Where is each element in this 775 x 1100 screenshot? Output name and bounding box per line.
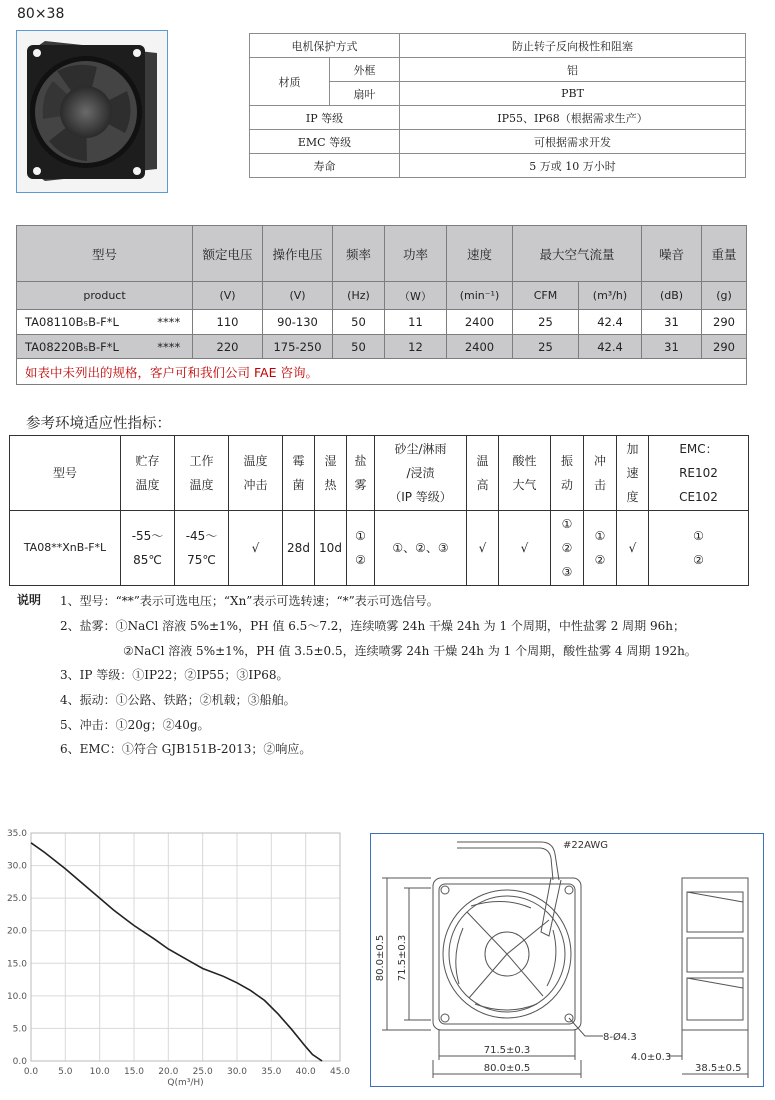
- row-weight: 290: [702, 310, 747, 335]
- notes-label: 说明: [17, 593, 42, 607]
- row-op-v: 175-250: [263, 335, 333, 359]
- motor-protection-label: 电机保护方式: [250, 34, 400, 58]
- header-frequency: 频率: [333, 226, 385, 282]
- y-tick-label: 20.0: [6, 926, 27, 937]
- unit-speed: (min⁻¹): [447, 282, 513, 310]
- env-cell-work-temp: -45～ 75℃: [175, 511, 229, 586]
- table-row: [17, 335, 747, 359]
- unit-m3h: (m³/h): [579, 282, 642, 310]
- env-header-mold: 霉 菌: [283, 436, 315, 511]
- env-header-emc: EMC： RE102 CE102: [649, 436, 749, 511]
- note-line: 3、IP 等级：①IP22；②IP55；③IP68。: [60, 668, 289, 682]
- env-cell-shock: ① ②: [584, 511, 617, 586]
- env-header-damp-heat: 湿 热: [315, 436, 347, 511]
- row-speed: 2400: [447, 335, 513, 359]
- emc-value: 可根据需求开发: [400, 130, 746, 154]
- ip-label: IP 等级: [250, 106, 400, 130]
- dim-edge: 4.0±0.3: [631, 1052, 672, 1063]
- x-tick-label: 0.0: [23, 1067, 39, 1077]
- env-cell-storage-temp: -55～ 85℃: [121, 511, 175, 586]
- unit-rated-v: (V): [193, 282, 263, 310]
- row-freq: 50: [333, 335, 385, 359]
- row-noise: 31: [642, 310, 702, 335]
- row-speed: 2400: [447, 310, 513, 335]
- row-freq: 50: [333, 310, 385, 335]
- material-label: 材质: [250, 58, 330, 106]
- row-cfm: 25: [513, 310, 579, 335]
- x-axis-label: Q(m³/H): [167, 1078, 204, 1088]
- env-table: [9, 435, 749, 586]
- row-op-v: 90-130: [263, 310, 333, 335]
- env-header-work-temp: 工作 温度: [175, 436, 229, 511]
- row-code: ****: [146, 310, 193, 335]
- env-cell-emc: ① ②: [649, 511, 749, 586]
- x-tick-label: 5.0: [58, 1067, 73, 1077]
- life-label: 寿命: [250, 154, 400, 178]
- x-tick-label: 25.0: [192, 1067, 213, 1077]
- blade-value: PBT: [400, 82, 746, 106]
- row-weight: 290: [702, 335, 747, 359]
- y-tick-label: 35.0: [6, 829, 27, 839]
- y-tick-label: 0.0: [12, 1057, 27, 1067]
- header-operating-voltage: 操作电压: [263, 226, 333, 282]
- env-header-shock: 冲 击: [584, 436, 617, 511]
- header-weight: 重量: [702, 226, 747, 282]
- env-cell-salt-fog: ① ②: [347, 511, 375, 586]
- y-tick-label: 10.0: [6, 991, 27, 1002]
- emc-label: EMC 等级: [250, 130, 400, 154]
- row-model: TA08220B₅B-F*L: [17, 335, 146, 359]
- env-header-storage-temp: 贮存 温度: [121, 436, 175, 511]
- unit-hz: (Hz): [333, 282, 385, 310]
- header-speed: 速度: [447, 226, 513, 282]
- table-row: [17, 310, 747, 335]
- row-cfm: 25: [513, 335, 579, 359]
- unit-cfm: CFM: [513, 282, 579, 310]
- blade-label: 扇叶: [330, 82, 400, 106]
- x-tick-label: 35.0: [261, 1067, 282, 1077]
- note-line: 1、型号：“**”表示可选电压；“Xn”表示可选转速；“*”表示可选信号。: [60, 594, 439, 608]
- spec-note: 如表中未列出的规格，客户可和我们公司 FAE 咨询。: [17, 359, 747, 385]
- dim-inner-height: 71.5±0.3: [397, 934, 408, 982]
- y-tick-label: 15.0: [6, 959, 27, 970]
- x-tick-label: 40.0: [295, 1067, 316, 1077]
- env-cell-ip-rating: ①、②、③: [375, 511, 467, 586]
- header-model: 型号: [17, 226, 193, 282]
- env-header-high-temp: 温 高: [467, 436, 499, 511]
- life-value: 5 万或 10 万小时: [400, 154, 746, 178]
- y-tick-label: 5.0: [12, 1024, 27, 1035]
- header-rated-voltage: 额定电压: [193, 226, 263, 282]
- dim-depth: 38.5±0.5: [695, 1063, 742, 1074]
- row-rated-v: 110: [193, 310, 263, 335]
- pq-chart: [0, 820, 360, 1095]
- env-cell-acceleration: √: [617, 511, 649, 586]
- row-code: ****: [146, 335, 193, 359]
- note-line: ②NaCl 溶液 5%±1%，PH 值 3.5±0.5，连续喷雾 24h 干燥 24h 为 1 个周期，酸性盐雾 4 周期 192h。: [123, 644, 697, 658]
- spec-table: [16, 225, 747, 385]
- header-noise: 噪音: [642, 226, 702, 282]
- env-header-ip-rating: 砂尘/淋雨 /浸渍 （IP 等级）: [375, 436, 467, 511]
- env-cell-damp-heat: 10d: [315, 511, 347, 586]
- env-cell-temp-shock: √: [229, 511, 283, 586]
- row-model: TA08110B₅B-F*L: [17, 310, 146, 335]
- env-header-temp-shock: 温度 冲击: [229, 436, 283, 511]
- unit-op-v: (V): [263, 282, 333, 310]
- fan-image: [17, 31, 167, 192]
- row-power: 11: [385, 310, 447, 335]
- x-tick-label: 45.0: [329, 1067, 351, 1077]
- x-tick-label: 30.0: [226, 1067, 248, 1077]
- unit-w: （W）: [385, 282, 447, 310]
- dim-inner-width: 71.5±0.3: [483, 1045, 531, 1056]
- env-cell-acid-atmos: √: [499, 511, 551, 586]
- frame-value: 铝: [400, 58, 746, 82]
- frame-label: 外框: [330, 58, 400, 82]
- row-noise: 31: [642, 335, 702, 359]
- env-cell-high-temp: √: [467, 511, 499, 586]
- header-power: 功率: [385, 226, 447, 282]
- env-header-acid-atmos: 酸性 大气: [499, 436, 551, 511]
- note-line: 6、EMC：①符合 GJB151B-2013；②响应。: [60, 742, 312, 756]
- y-tick-label: 25.0: [6, 894, 27, 905]
- row-m3h: 42.4: [579, 335, 642, 359]
- x-tick-label: 10.0: [89, 1067, 110, 1077]
- model-size-label: 80×38: [17, 6, 65, 22]
- motor-protection-value: 防止转子反向极性和阻塞: [400, 34, 746, 58]
- note-line: 5、冲击：①20g；②40g。: [60, 718, 210, 732]
- wire-label: #22AWG: [563, 840, 609, 851]
- properties-table: [249, 33, 746, 178]
- drawing-svg: [371, 834, 763, 1086]
- unit-g: (g): [702, 282, 747, 310]
- x-tick-label: 20.0: [158, 1067, 179, 1077]
- x-tick-label: 15.0: [123, 1067, 145, 1077]
- row-rated-v: 220: [193, 335, 263, 359]
- env-header-salt-fog: 盐 雾: [347, 436, 375, 511]
- hole-label: 8-Ø4.3: [603, 1032, 637, 1043]
- y-tick-label: 30.0: [6, 861, 27, 872]
- env-header-acceleration: 加 速 度: [617, 436, 649, 511]
- ip-value: IP55、IP68（根据需求生产）: [400, 106, 746, 130]
- header-airflow: 最大空气流量: [513, 226, 642, 282]
- unit-product: product: [17, 282, 193, 310]
- dimension-drawing: [370, 833, 764, 1087]
- env-cell-mold: 28d: [283, 511, 315, 586]
- row-m3h: 42.4: [579, 310, 642, 335]
- dim-height: 80.0±0.5: [375, 934, 386, 982]
- env-cell-vibration: ① ② ③: [551, 511, 584, 586]
- note-line: 2、盐雾：①NaCl 溶液 5%±1%，PH 值 6.5～7.2，连续喷雾 24h 干燥 24h 为 1 个周期，中性盐雾 2 周期 96h；: [60, 619, 685, 633]
- env-cell-model: TA08**XnB-F*L: [10, 511, 121, 586]
- fan-photo: [16, 30, 168, 193]
- note-line: 4、振动：①公路、铁路；②机载；③船舶。: [60, 693, 296, 707]
- env-title: 参考环境适应性指标：: [26, 416, 171, 432]
- row-power: 12: [385, 335, 447, 359]
- env-header-vibration: 振 动: [551, 436, 584, 511]
- plot-frame: [31, 833, 340, 1061]
- unit-db: (dB): [642, 282, 702, 310]
- dim-width: 80.0±0.5: [483, 1063, 531, 1074]
- env-header-model: 型号: [10, 436, 121, 511]
